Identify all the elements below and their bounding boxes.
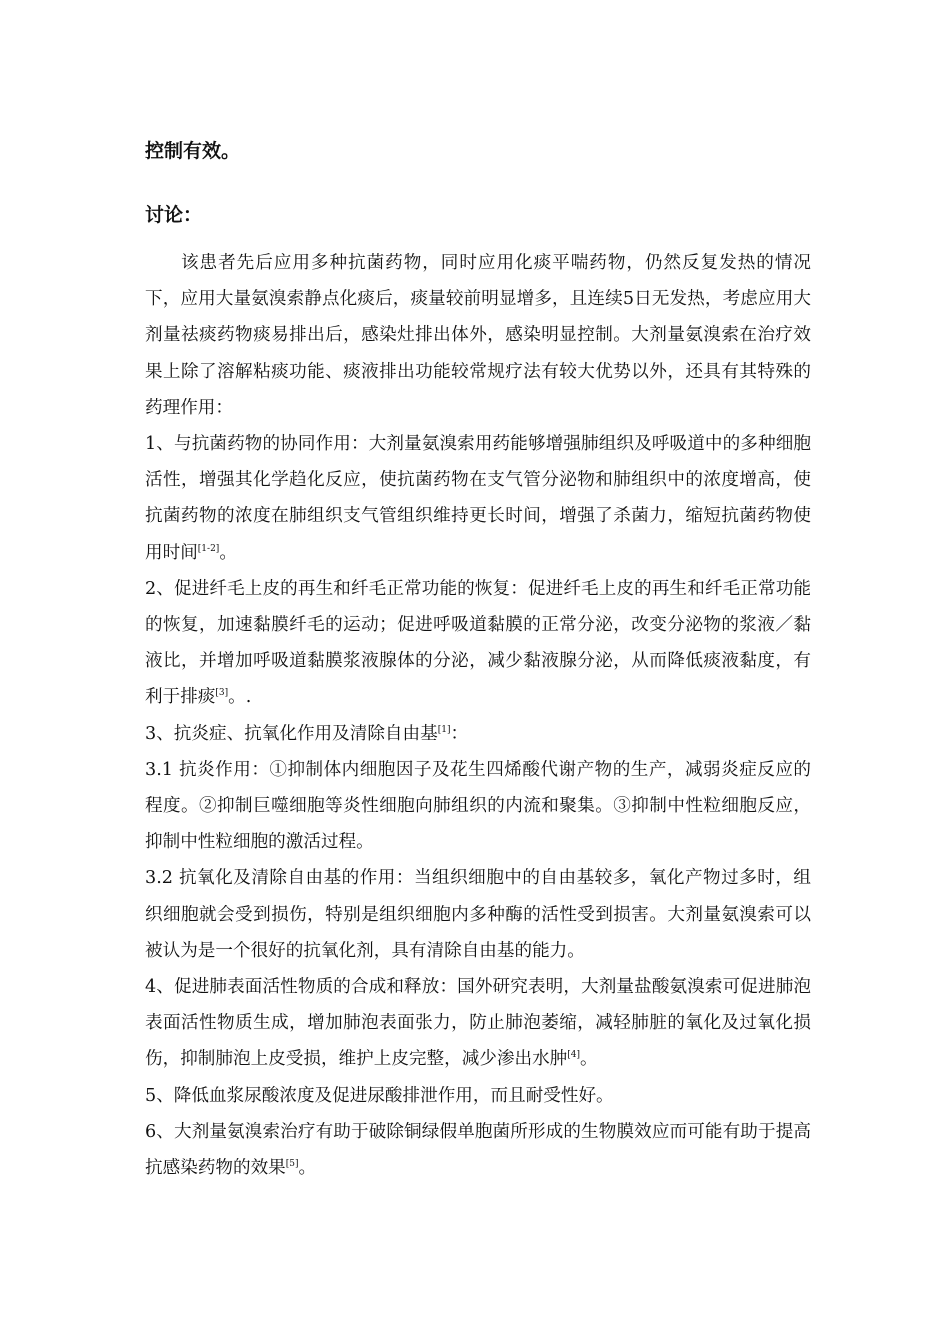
citation-ref: [4] [567,1050,581,1061]
item-text: 3.2 抗氧化及清除自由基的作用：当组织细胞中的自由基较多，氧化产物过多时，组织细胞就会受到损伤，特别是组织细胞内多种酶的活性受到损害。大剂量氨溴索可以被认为是一个很好的抗氧化剂，具有清除自由基的能力。 [145,868,811,961]
citation-ref: [1-2] [197,543,220,554]
item-tail: 。 [219,542,237,563]
heading-discussion: 讨论： [145,204,203,226]
citation-ref: [1] [437,724,451,735]
item-text: 3.1 抗炎作用：①抑制体内细胞因子及花生四烯酸代谢产物的生产，减弱炎症反应的程度。②抑制巨噬细胞等炎性细胞向肺组织的内流和聚集。③抑制中性粒细胞反应，抑制中性粒细胞的激活过程。 [145,759,811,853]
item-text: 3、抗炎症、抗氧化作用及清除自由基 [145,723,438,744]
item-tail: ： [450,723,469,744]
item-text: 1、与抗菌药物的协同作用：大剂量氨溴索用药能够增强肺组织及呼吸道中的多种细胞活性，增强其化学趋化反应，使抗菌药物在支气管分泌物和肺组织中的浓度增高，使抗菌药物的浓度在肺组织支气管组织维持更长时间，增强了杀菌力，缩短抗菌药物使用时间 [145,434,811,563]
item-text: 6、大剂量氨溴索治疗有助于破除铜绿假单胞菌所形成的生物膜效应而可能有助于提高抗感染药物的效果 [145,1121,811,1179]
list-item-3-2 [145,860,811,969]
item-text: 5、降低血浆尿酸浓度及促进尿酸排泄作用，而且耐受性好。 [145,1085,614,1106]
heading-continuation: 控制有效。 [145,140,241,162]
item-tail: 。. [228,687,252,708]
list-item-1 [145,426,811,571]
item-tail: 。 [580,1049,598,1070]
list-item-3 [145,716,811,752]
discussion-body [145,245,811,1186]
list-item-3-1 [145,752,811,861]
list-item-2 [145,571,811,716]
list-item-4 [145,969,811,1078]
item-text: 4、促进肺表面活性物质的合成和释放：国外研究表明，大剂量盐酸氨溴索可促进肺泡表面活性物质生成，增加肺泡表面张力，防止肺泡萎缩，减轻肺脏的氧化及过氧化损伤，抑制肺泡上皮受损，维护上皮完整，减少渗出水肿 [145,977,811,1070]
item-text: 2、促进纤毛上皮的再生和纤毛正常功能的恢复：促进纤毛上皮的再生和纤毛正常功能的恢复，加速黏膜纤毛的运动；促进呼吸道黏膜的正常分泌，改变分泌物的浆液／黏液比，并增加呼吸道黏膜浆液腺体的分泌，减少黏液腺分泌，从而降低痰液黏度，有利于排痰 [145,578,811,708]
intro-paragraph: 该患者先后应用多种抗菌药物，同时应用化痰平喘药物，仍然反复发热的情况下，应用大量氨溴索静点化痰后，痰量较前明显增多，且连续5日无发热，考虑应用大剂量祛痰药物痰易排出后，感染灶排出体外，感染明显控制。大剂量氨溴索在治疗效果上除了溶解粘痰功能、痰液排出功能较常规疗法有较大优势以外，还具有其特殊的药理作用： [145,253,811,418]
list-item-5 [145,1078,811,1114]
list-item-6 [145,1114,811,1186]
citation-ref: [5] [285,1159,299,1170]
item-tail: 。 [298,1158,317,1179]
citation-ref: [3] [215,688,229,699]
